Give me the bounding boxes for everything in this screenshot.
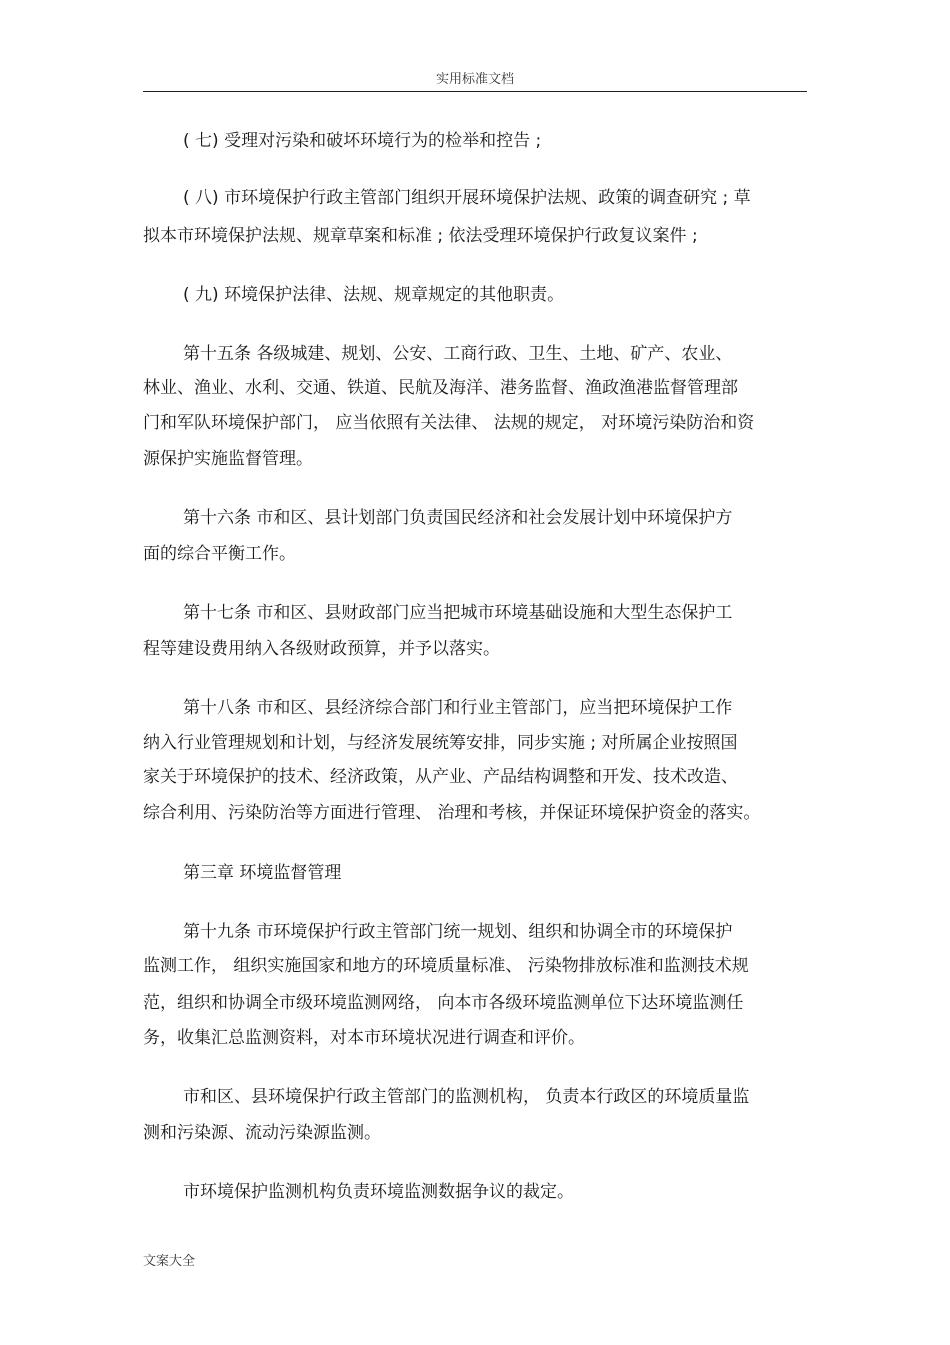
text-line: 纳入行业管理规划和计划，与经济发展统筹安排，同步实施 ; 对所属企业按照国 bbox=[143, 733, 738, 753]
text-line: 第十五条 各级城建、规划、公安、工商行政、卫生、土地、矿产、农业、 bbox=[183, 344, 733, 364]
text-line: ( 九) 环境保护法律、法规、规章规定的其他职责。 bbox=[183, 285, 565, 305]
text-line: 面的综合平衡工作。 bbox=[143, 544, 296, 564]
text-line: 监测工作， 组织实施国家和地方的环境质量标准、 污染物排放标准和监测技术规 bbox=[143, 956, 749, 976]
text-line: 第十六条 市和区、县计划部门负责国民经济和社会发展计划中环境保护方 bbox=[183, 508, 733, 528]
text-line: 程等建设费用纳入各级财政预算，并予以落实。 bbox=[143, 639, 500, 659]
text-line: 家关于环境保护的技术、经济政策，从产业、产品结构调整和开发、技术改造、 bbox=[143, 767, 738, 787]
text-line: 林业、渔业、水利、交通、铁道、民航及海洋、港务监督、渔政渔港监督管理部 bbox=[143, 378, 738, 398]
text-line: ( 八) 市环境保护行政主管部门组织开展环境保护法规、政策的调查研究 ; 草 bbox=[183, 188, 751, 208]
text-line: 第十八条 市和区、县经济综合部门和行业主管部门，应当把环境保护工作 bbox=[183, 698, 733, 718]
page-header-title: 实用标准文档 bbox=[435, 72, 514, 87]
text-line: 市环境保护监测机构负责环境监测数据争议的裁定。 bbox=[183, 1182, 574, 1202]
text-line: 第十七条 市和区、县财政部门应当把城市环境基础设施和大型生态保护工 bbox=[183, 603, 733, 623]
page-footer-text: 文案大全 bbox=[143, 1254, 196, 1269]
header-divider bbox=[143, 91, 807, 92]
text-line: 测和污染源、流动污染源监测。 bbox=[143, 1123, 381, 1143]
text-line: 务，收集汇总监测资料，对本市环境状况进行调查和评价。 bbox=[143, 1028, 585, 1048]
text-line: 综合利用、污染防治等方面进行管理、 治理和考核，并保证环境保护资金的落实。 bbox=[143, 803, 761, 823]
text-line: 门和军队环境保护部门， 应当依照有关法律、 法规的规定， 对环境污染防治和资 bbox=[143, 413, 755, 433]
text-line: 拟本市环境保护法规、规章草案和标准 ; 依法受理环境保护行政复议案件 ; bbox=[143, 226, 698, 246]
chapter-heading: 第三章 环境监督管理 bbox=[183, 863, 342, 883]
text-line: 市和区、县环境保护行政主管部门的监测机构， 负责本行政区的环境质量监 bbox=[183, 1087, 750, 1107]
text-line: ( 七) 受理对污染和破坏环境行为的检举和控告 ; bbox=[183, 131, 542, 151]
text-line: 范，组织和协调全市级环境监测网络， 向本市各级环境监测单位下达环境监测任 bbox=[143, 993, 744, 1013]
text-line: 第十九条 市环境保护行政主管部门统一规划、组织和协调全市的环境保护 bbox=[183, 922, 733, 942]
text-line: 源保护实施监督管理。 bbox=[143, 449, 313, 469]
